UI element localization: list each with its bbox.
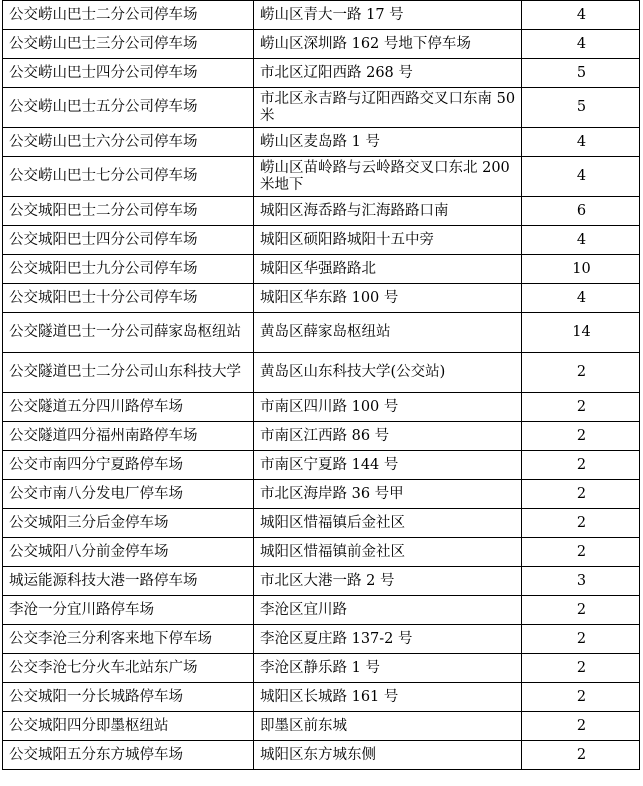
table-body xyxy=(3,1,640,770)
address-cell: 市北区永吉路与辽阳西路交叉口东南 50 米 xyxy=(254,88,522,128)
address-cell: 城阳区华东路 100 号 xyxy=(254,284,522,313)
name-cell: 李沧一分宜川路停车场 xyxy=(3,596,254,625)
address-cell: 城阳区海岙路与汇海路路口南 xyxy=(254,197,522,226)
table-row xyxy=(3,284,640,313)
table-row xyxy=(3,480,640,509)
table-row xyxy=(3,596,640,625)
table-row xyxy=(3,625,640,654)
count-cell: 4 xyxy=(522,226,640,255)
name-cell: 公交市南八分发电厂停车场 xyxy=(3,480,254,509)
name-cell: 公交城阳一分长城路停车场 xyxy=(3,683,254,712)
count-cell: 2 xyxy=(522,625,640,654)
address-cell: 市南区宁夏路 144 号 xyxy=(254,451,522,480)
table-row xyxy=(3,197,640,226)
count-cell: 4 xyxy=(522,128,640,157)
address-cell: 黄岛区薛家岛枢纽站 xyxy=(254,313,522,353)
name-cell: 城运能源科技大港一路停车场 xyxy=(3,567,254,596)
count-cell: 4 xyxy=(522,284,640,313)
table-row xyxy=(3,157,640,197)
count-cell: 2 xyxy=(522,538,640,567)
name-cell: 公交城阳巴士十分公司停车场 xyxy=(3,284,254,313)
count-cell: 2 xyxy=(522,353,640,393)
address-cell: 崂山区青大一路 17 号 xyxy=(254,1,522,30)
count-cell: 14 xyxy=(522,313,640,353)
table-row xyxy=(3,88,640,128)
address-cell: 崂山区苗岭路与云岭路交叉口东北 200 米地下 xyxy=(254,157,522,197)
count-cell: 2 xyxy=(522,422,640,451)
table-row xyxy=(3,422,640,451)
address-cell: 黄岛区山东科技大学(公交站) xyxy=(254,353,522,393)
table-row xyxy=(3,509,640,538)
address-cell: 市北区辽阳西路 268 号 xyxy=(254,59,522,88)
address-cell: 城阳区惜福镇后金社区 xyxy=(254,509,522,538)
name-cell: 公交城阳五分东方城停车场 xyxy=(3,741,254,770)
address-cell: 城阳区惜福镇前金社区 xyxy=(254,538,522,567)
table-row xyxy=(3,567,640,596)
table-row xyxy=(3,393,640,422)
name-cell: 公交崂山巴士三分公司停车场 xyxy=(3,30,254,59)
name-cell: 公交城阳八分前金停车场 xyxy=(3,538,254,567)
name-cell: 公交崂山巴士四分公司停车场 xyxy=(3,59,254,88)
table-row xyxy=(3,712,640,741)
name-cell: 公交隧道巴士一分公司薛家岛枢纽站 xyxy=(3,313,254,353)
name-cell: 公交崂山巴士七分公司停车场 xyxy=(3,157,254,197)
address-cell: 城阳区硕阳路城阳十五中旁 xyxy=(254,226,522,255)
address-cell: 城阳区长城路 161 号 xyxy=(254,683,522,712)
address-cell: 李沧区宜川路 xyxy=(254,596,522,625)
table-row xyxy=(3,30,640,59)
count-cell: 5 xyxy=(522,88,640,128)
name-cell: 公交城阳巴士二分公司停车场 xyxy=(3,197,254,226)
count-cell: 2 xyxy=(522,741,640,770)
count-cell: 4 xyxy=(522,157,640,197)
address-cell: 李沧区静乐路 1 号 xyxy=(254,654,522,683)
count-cell: 5 xyxy=(522,59,640,88)
name-cell: 公交崂山巴士六分公司停车场 xyxy=(3,128,254,157)
count-cell: 2 xyxy=(522,683,640,712)
count-cell: 10 xyxy=(522,255,640,284)
name-cell: 公交城阳巴士四分公司停车场 xyxy=(3,226,254,255)
table-row xyxy=(3,353,640,393)
count-cell: 2 xyxy=(522,509,640,538)
address-cell: 崂山区深圳路 162 号地下停车场 xyxy=(254,30,522,59)
count-cell: 2 xyxy=(522,451,640,480)
table-row xyxy=(3,741,640,770)
name-cell: 公交城阳四分即墨枢纽站 xyxy=(3,712,254,741)
name-cell: 公交隧道五分四川路停车场 xyxy=(3,393,254,422)
table-row xyxy=(3,1,640,30)
count-cell: 4 xyxy=(522,1,640,30)
address-cell: 城阳区华强路路北 xyxy=(254,255,522,284)
address-cell: 市北区大港一路 2 号 xyxy=(254,567,522,596)
name-cell: 公交隧道巴士二分公司山东科技大学 xyxy=(3,353,254,393)
name-cell: 公交城阳巴士九分公司停车场 xyxy=(3,255,254,284)
count-cell: 4 xyxy=(522,30,640,59)
count-cell: 3 xyxy=(522,567,640,596)
address-cell: 即墨区前东城 xyxy=(254,712,522,741)
name-cell: 公交李沧七分火车北站东广场 xyxy=(3,654,254,683)
table-row xyxy=(3,451,640,480)
address-cell: 崂山区麦岛路 1 号 xyxy=(254,128,522,157)
parking-lot-table xyxy=(2,0,640,770)
table-row xyxy=(3,128,640,157)
address-cell: 城阳区东方城东侧 xyxy=(254,741,522,770)
address-cell: 李沧区夏庄路 137-2 号 xyxy=(254,625,522,654)
name-cell: 公交崂山巴士五分公司停车场 xyxy=(3,88,254,128)
name-cell: 公交城阳三分后金停车场 xyxy=(3,509,254,538)
name-cell: 公交隧道四分福州南路停车场 xyxy=(3,422,254,451)
table-row xyxy=(3,255,640,284)
count-cell: 6 xyxy=(522,197,640,226)
count-cell: 2 xyxy=(522,480,640,509)
count-cell: 2 xyxy=(522,393,640,422)
count-cell: 2 xyxy=(522,654,640,683)
table-row xyxy=(3,59,640,88)
table-row xyxy=(3,654,640,683)
table-row xyxy=(3,538,640,567)
name-cell: 公交李沧三分利客来地下停车场 xyxy=(3,625,254,654)
name-cell: 公交市南四分宁夏路停车场 xyxy=(3,451,254,480)
table-row xyxy=(3,683,640,712)
address-cell: 市北区海岸路 36 号甲 xyxy=(254,480,522,509)
table-row xyxy=(3,313,640,353)
count-cell: 2 xyxy=(522,596,640,625)
table-row xyxy=(3,226,640,255)
address-cell: 市南区江西路 86 号 xyxy=(254,422,522,451)
name-cell: 公交崂山巴士二分公司停车场 xyxy=(3,1,254,30)
count-cell: 2 xyxy=(522,712,640,741)
address-cell: 市南区四川路 100 号 xyxy=(254,393,522,422)
